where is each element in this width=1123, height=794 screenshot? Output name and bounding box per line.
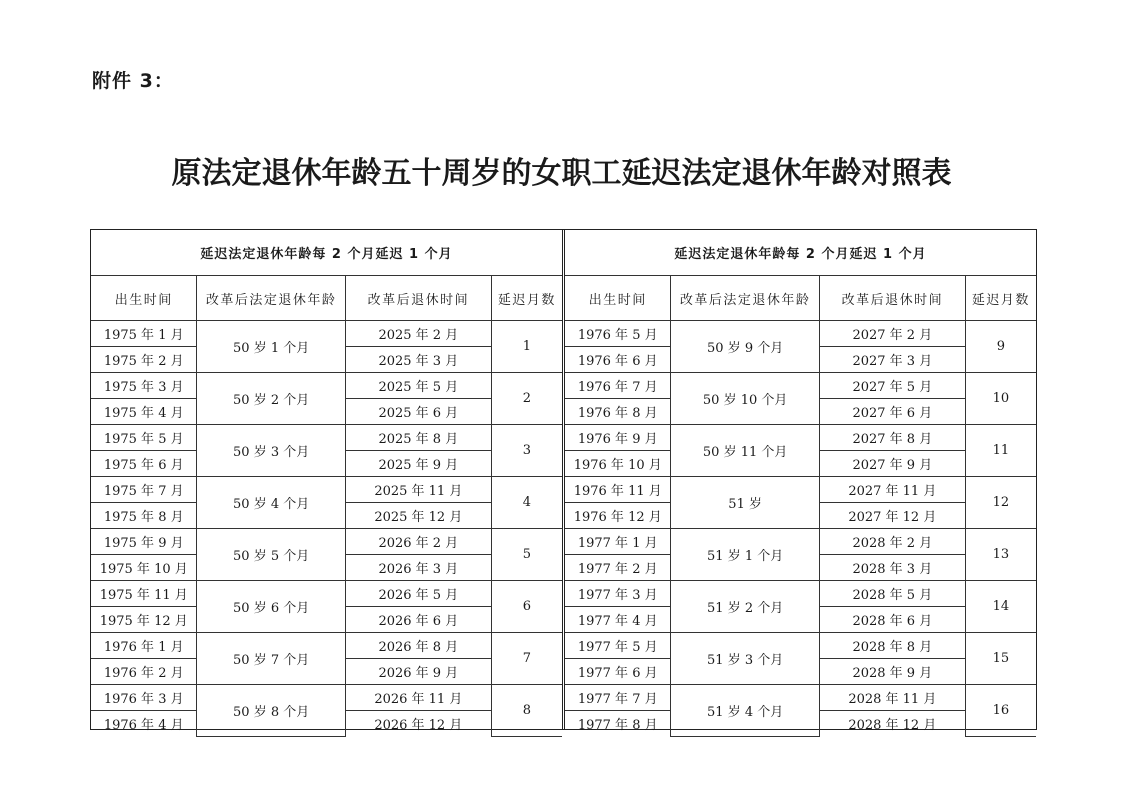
retire-cell: 2028 年 11 月 [819,685,965,711]
retire-cell: 2025 年 9 月 [345,451,491,477]
birth-cell: 1977 年 6 月 [565,659,671,685]
age-cell: 50 岁 2 个月 [197,373,345,425]
birth-cell: 1977 年 4 月 [565,607,671,633]
col-new-retire-time: 改革后退休时间 [819,276,965,321]
birth-cell: 1976 年 3 月 [91,685,197,711]
table-row [565,633,1036,659]
table-row [565,477,1036,503]
col-new-retire-time: 改革后退休时间 [345,276,491,321]
birth-cell: 1975 年 12 月 [91,607,197,633]
birth-cell: 1977 年 2 月 [565,555,671,581]
age-cell: 50 岁 4 个月 [197,477,345,529]
delay-cell: 2 [491,373,562,425]
retire-cell: 2025 年 5 月 [345,373,491,399]
retirement-age-tables [90,229,1037,733]
retire-cell: 2027 年 5 月 [819,373,965,399]
birth-cell: 1976 年 11 月 [565,477,671,503]
birth-cell: 1975 年 9 月 [91,529,197,555]
table-row [565,321,1036,347]
delay-cell: 13 [965,529,1036,581]
birth-cell: 1975 年 4 月 [91,399,197,425]
birth-cell: 1976 年 6 月 [565,347,671,373]
age-cell: 50 岁 9 个月 [671,321,819,373]
birth-cell: 1975 年 11 月 [91,581,197,607]
col-delay-months: 延迟月数 [491,276,562,321]
age-cell: 50 岁 8 个月 [197,685,345,737]
table-right [562,230,1036,733]
col-delay-months: 延迟月数 [965,276,1036,321]
retire-cell: 2025 年 3 月 [345,347,491,373]
retire-cell: 2026 年 8 月 [345,633,491,659]
birth-cell: 1977 年 3 月 [565,581,671,607]
retire-cell: 2026 年 12 月 [345,711,491,737]
delay-cell: 9 [965,321,1036,373]
age-cell: 50 岁 3 个月 [197,425,345,477]
retire-cell: 2025 年 6 月 [345,399,491,425]
delay-cell: 5 [491,529,562,581]
birth-cell: 1975 年 7 月 [91,477,197,503]
retire-cell: 2027 年 8 月 [819,425,965,451]
retire-cell: 2028 年 8 月 [819,633,965,659]
birth-cell: 1976 年 4 月 [91,711,197,737]
col-birth-time: 出生时间 [565,276,671,321]
retire-cell: 2027 年 3 月 [819,347,965,373]
retire-cell: 2028 年 2 月 [819,529,965,555]
retire-cell: 2028 年 3 月 [819,555,965,581]
age-cell: 51 岁 4 个月 [671,685,819,737]
birth-cell: 1977 年 8 月 [565,711,671,737]
birth-cell: 1976 年 12 月 [565,503,671,529]
age-cell: 50 岁 5 个月 [197,529,345,581]
birth-cell: 1977 年 5 月 [565,633,671,659]
age-cell: 50 岁 1 个月 [197,321,345,373]
delay-cell: 10 [965,373,1036,425]
age-cell: 51 岁 3 个月 [671,633,819,685]
table-header: 延迟法定退休年龄每 2 个月延迟 1 个月 [91,230,562,276]
table-row [91,633,562,659]
retire-cell: 2026 年 2 月 [345,529,491,555]
birth-cell: 1976 年 10 月 [565,451,671,477]
retire-cell: 2026 年 6 月 [345,607,491,633]
retire-cell: 2028 年 12 月 [819,711,965,737]
delay-cell: 14 [965,581,1036,633]
birth-cell: 1975 年 2 月 [91,347,197,373]
birth-cell: 1975 年 6 月 [91,451,197,477]
birth-cell: 1975 年 1 月 [91,321,197,347]
retire-cell: 2027 年 12 月 [819,503,965,529]
age-cell: 50 岁 11 个月 [671,425,819,477]
retire-cell: 2026 年 5 月 [345,581,491,607]
delay-cell: 6 [491,581,562,633]
delay-cell: 12 [965,477,1036,529]
col-new-retire-age: 改革后法定退休年龄 [671,276,819,321]
attachment-label: 附件 3： [92,70,174,92]
table-left [91,230,562,733]
table-row [565,581,1036,607]
table-row [91,373,562,399]
birth-cell: 1975 年 3 月 [91,373,197,399]
retire-cell: 2026 年 11 月 [345,685,491,711]
retire-cell: 2025 年 12 月 [345,503,491,529]
birth-cell: 1976 年 8 月 [565,399,671,425]
retire-cell: 2025 年 11 月 [345,477,491,503]
comparison-table [91,230,562,737]
birth-cell: 1976 年 9 月 [565,425,671,451]
retire-cell: 2027 年 9 月 [819,451,965,477]
table-row [565,373,1036,399]
birth-cell: 1976 年 7 月 [565,373,671,399]
delay-cell: 16 [965,685,1036,737]
delay-cell: 15 [965,633,1036,685]
retire-cell: 2028 年 5 月 [819,581,965,607]
delay-cell: 3 [491,425,562,477]
birth-cell: 1976 年 5 月 [565,321,671,347]
table-row [565,685,1036,711]
retire-cell: 2028 年 9 月 [819,659,965,685]
table-row [565,425,1036,451]
document-title: 原法定退休年龄五十周岁的女职工延迟法定退休年龄对照表 [171,156,952,191]
table-row [91,321,562,347]
table-row [565,529,1036,555]
table-row [91,529,562,555]
retire-cell: 2025 年 2 月 [345,321,491,347]
table-row [91,581,562,607]
table-header: 延迟法定退休年龄每 2 个月延迟 1 个月 [565,230,1036,276]
comparison-table [565,230,1036,737]
delay-cell: 11 [965,425,1036,477]
delay-cell: 4 [491,477,562,529]
table-row [91,477,562,503]
delay-cell: 8 [491,685,562,737]
age-cell: 51 岁 1 个月 [671,529,819,581]
birth-cell: 1975 年 8 月 [91,503,197,529]
birth-cell: 1976 年 2 月 [91,659,197,685]
age-cell: 51 岁 2 个月 [671,581,819,633]
retire-cell: 2028 年 6 月 [819,607,965,633]
birth-cell: 1977 年 7 月 [565,685,671,711]
delay-cell: 1 [491,321,562,373]
birth-cell: 1976 年 1 月 [91,633,197,659]
birth-cell: 1975 年 5 月 [91,425,197,451]
age-cell: 50 岁 6 个月 [197,581,345,633]
retire-cell: 2025 年 8 月 [345,425,491,451]
retire-cell: 2027 年 11 月 [819,477,965,503]
age-cell: 50 岁 7 个月 [197,633,345,685]
birth-cell: 1977 年 1 月 [565,529,671,555]
col-birth-time: 出生时间 [91,276,197,321]
col-new-retire-age: 改革后法定退休年龄 [197,276,345,321]
retire-cell: 2027 年 6 月 [819,399,965,425]
birth-cell: 1975 年 10 月 [91,555,197,581]
table-row [91,685,562,711]
table-row [91,425,562,451]
delay-cell: 7 [491,633,562,685]
retire-cell: 2027 年 2 月 [819,321,965,347]
retire-cell: 2026 年 9 月 [345,659,491,685]
age-cell: 51 岁 [671,477,819,529]
retire-cell: 2026 年 3 月 [345,555,491,581]
age-cell: 50 岁 10 个月 [671,373,819,425]
